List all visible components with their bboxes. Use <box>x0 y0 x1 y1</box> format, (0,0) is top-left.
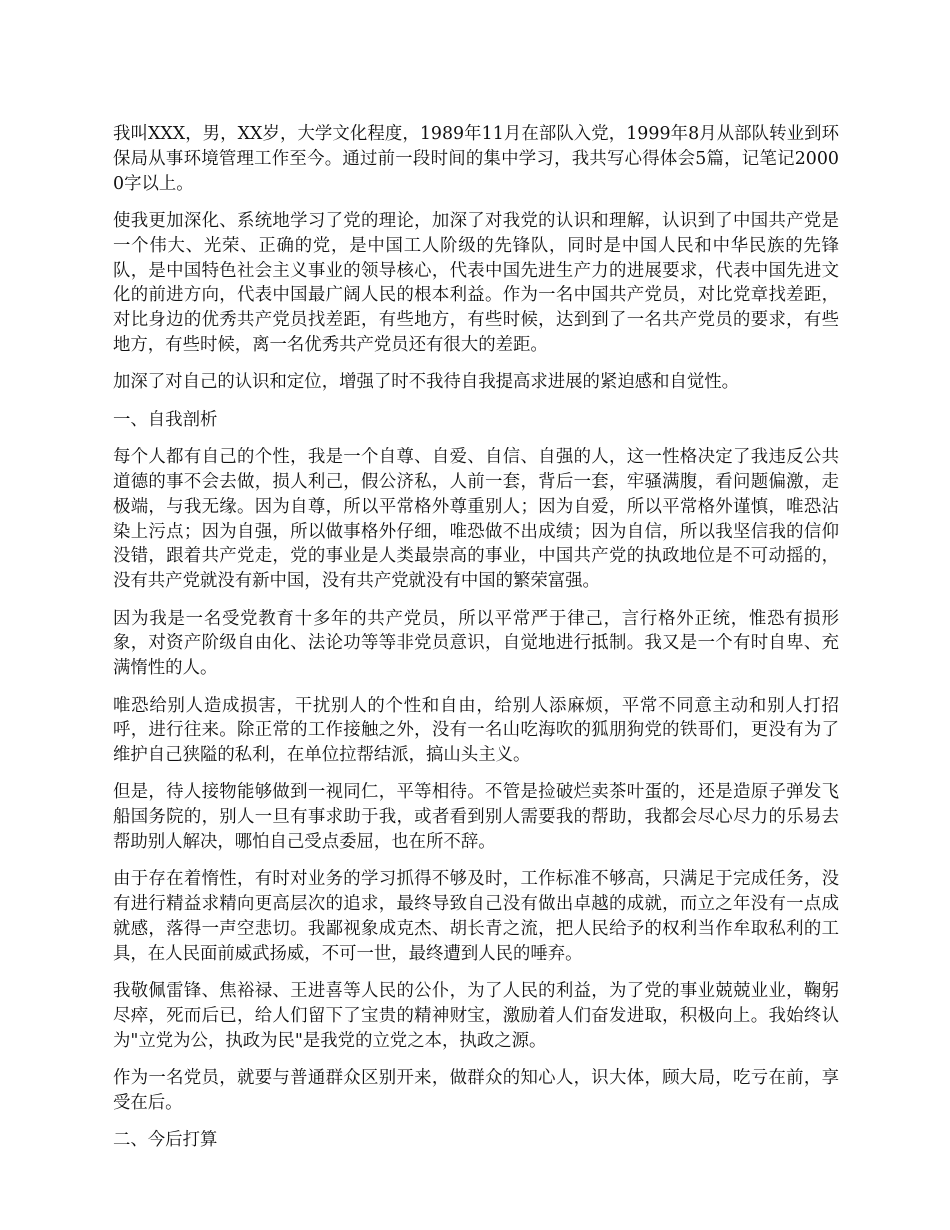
document-page <box>113 122 839 1166</box>
section-heading-future-plans: 二、今后打算 <box>113 1130 218 1151</box>
paragraph-personality: 每个人都有自己的个性，我是一个自尊、自爱、自信、自强的人，这一性格决定了我违反公共道德的事不会去做，损人利己，假公济私，人前一套，背后一套，牢骚满腹，看问题偏激，走极端，与我无缘。因为自尊，所以平常格外尊重别人；因为自爱，所以平常格外谨慎，唯恐沾染上污点；因为自强，所以做事格外仔细，唯恐做不出成绩；因为自信，所以我坚信我的信仰没错，跟着共产党走，党的事业是人类最崇高的事业，中国共产党的执政地位是不可动摇的，没有共产党就没有新中国，没有共产党就没有中国的繁荣富强。 <box>113 447 839 592</box>
paragraph-equal-treatment: 但是，待人接物能够做到一视同仁，平等相待。不管是捡破烂卖茶叶蛋的，还是造原子弹发飞船国务院的，别人一旦有事求助于我，或者看到别人需要我的帮助，我都会尽心尽力的乐易去帮助别人解决，哪怕自己受点委屈，也在所不辞。 <box>113 782 839 853</box>
paragraph-party-member-duty: 作为一名党员，就要与普通群众区别开来，做群众的知心人，识大体，顾大局，吃亏在前，享受在后。 <box>113 1068 839 1114</box>
paragraph-intro: 我叫XXX，男，XX岁，大学文化程度，1989年11月在部队入党，1999年8月从部队转业到环保局从事环境管理工作至今。通过前一段时间的集中学习，我共写心得体会5篇，记笔记20000字以上。 <box>113 124 839 194</box>
paragraph-self-awareness: 加深了对自己的认识和定位，增强了时不我待自我提高求进展的紧迫感和自觉性。 <box>113 372 740 393</box>
paragraph-inertia: 由于存在着惰性，有时对业务的学习抓得不够及时，工作标准不够高，只满足于完成任务，没有进行精益求精向更高层次的追求，最终导致自己没有做出卓越的成就，而立之年没有一点成就感，落得一声空悲切。我鄙视象成克杰、胡长青之流，把人民给予的权利当作牟取私利的工具，在人民面前威武扬威，不可一世，最终遭到人民的唾弃。 <box>113 869 839 964</box>
paragraph-interaction: 唯恐给别人造成损害，干扰别人的个性和自由，给别人添麻烦，平常不同意主动和别人打招呼，进行往来。除正常的工作接触之外，没有一名山吃海吹的狐朋狗党的铁哥们，更没有为了维护自己狭隘的私利，在单位拉帮结派，搞山头主义。 <box>113 695 839 766</box>
paragraph-self-discipline: 因为我是一名受党教育十多年的共产党员，所以平常严于律己，言行格外正统，惟恐有损形象，对资产阶级自由化、法论功等等非党员意识，自觉地进行抵制。我又是一个有时自卑、充满惰性的人。 <box>113 608 839 679</box>
section-heading-self-analysis: 一、自我剖析 <box>113 409 218 430</box>
paragraph-role-models: 我敬佩雷锋、焦裕禄、王进喜等人民的公仆，为了人民的利益，为了党的事业兢兢业业，鞠躬尽瘁，死而后已，给人们留下了宝贵的精神财宝，激励着人们奋发进取，积极向上。我始终认为"立党为公，执政为民"是我党的立党之本，执政之源。 <box>113 981 839 1051</box>
paragraph-party-theory: 使我更加深化、系统地学习了党的理论，加深了对我党的认识和理解，认识到了中国共产党是一个伟大、光荣、正确的党，是中国工人阶级的先锋队，同时是中国人民和中华民族的先锋队，是中国特色社会主义事业的领导核心，代表中国先进生产力的进展要求，代表中国先进文化的前进方向，代表中国最广阔人民的根本利益。作为一名中国共产党员，对比党章找差距，对比身边的优秀共产党员找差距，有些地方，有些时候，达到到了一名共产党员的要求，有些地方，有些时候，离一名优秀共产党员还有很大的差距。 <box>113 210 839 355</box>
